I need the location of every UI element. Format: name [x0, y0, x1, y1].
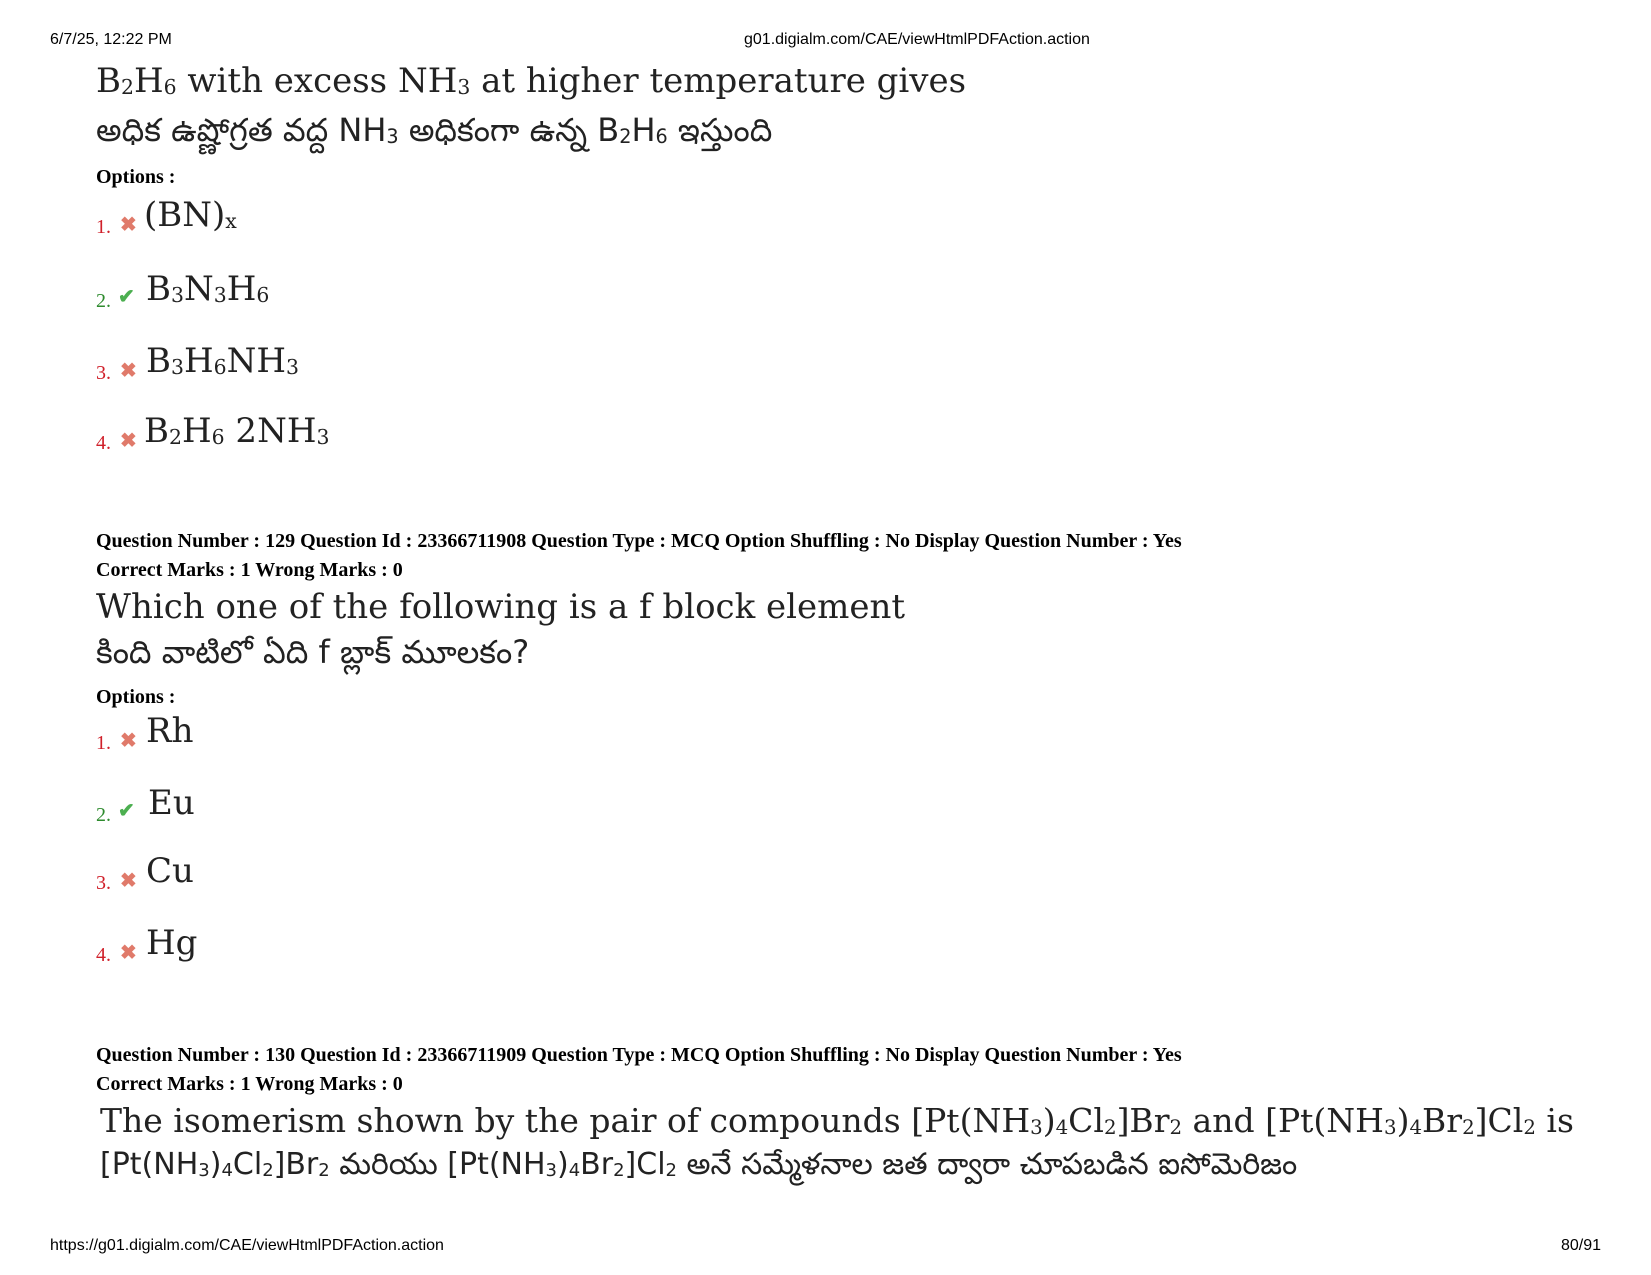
q128-text-te: అధిక ఉష్ణోగ్రత వద్ద $NH_3$ అధికంగా ఉన్న $B_2H_6$ ఇస్తుంది	[96, 111, 773, 149]
cross-icon: ✖	[120, 430, 137, 452]
q129-meta: Question Number : 129 Question Id : 23366711908 Question Type : MCQ Option Shuffling : No Display Question Number : Yes	[96, 530, 1182, 552]
q129-options-label: Options :	[96, 686, 176, 708]
q128-options-label: Options :	[96, 166, 176, 188]
check-icon: ✔	[118, 800, 135, 822]
print-datetime: 6/7/25, 12:22 PM	[50, 31, 172, 48]
check-icon: ✔	[118, 286, 135, 308]
q129-marks: Correct Marks : 1 Wrong Marks : 0	[96, 559, 403, 581]
q130-text-en: The isomerism shown by the pair of compounds $[Pt(NH_3)_4Cl_2]Br_2$ and $[Pt(NH_3)_4Br_2]Cl_2$ is	[100, 1101, 1574, 1140]
cross-icon: ✖	[120, 360, 137, 382]
print-url: g01.digialm.com/CAE/viewHtmlPDFAction.action	[744, 31, 1090, 48]
page-number: 80/91	[1561, 1237, 1602, 1254]
q130-text-te: $[Pt(NH_3)_4Cl_2]Br_2$ మరియు $[Pt(NH_3)_4Br_2]Cl_2$ అనే సమ్మేళనాల జత ద్వారా చూపబడిన ఐసోమెరిజం	[100, 1147, 1298, 1182]
q130-marks: Correct Marks : 1 Wrong Marks : 0	[96, 1073, 403, 1095]
q129-text-te: కింది వాటిలో ఏది f బ్లాక్ మూలకం?	[96, 633, 530, 671]
footer-url: https://g01.digialm.com/CAE/viewHtmlPDFAction.action	[50, 1237, 444, 1254]
q130-meta: Question Number : 130 Question Id : 23366711909 Question Type : MCQ Option Shuffling : No Display Question Number : Yes	[96, 1044, 1182, 1066]
cross-icon: ✖	[120, 214, 137, 236]
cross-icon: ✖	[120, 942, 137, 964]
cross-icon: ✖	[120, 730, 137, 752]
cross-icon: ✖	[120, 870, 137, 892]
q129-text-en: Which one of the following is a f block element	[96, 587, 906, 627]
q128-text-en: $B_2H_6$ with excess $NH_3$ at higher temperature gives	[96, 61, 967, 101]
